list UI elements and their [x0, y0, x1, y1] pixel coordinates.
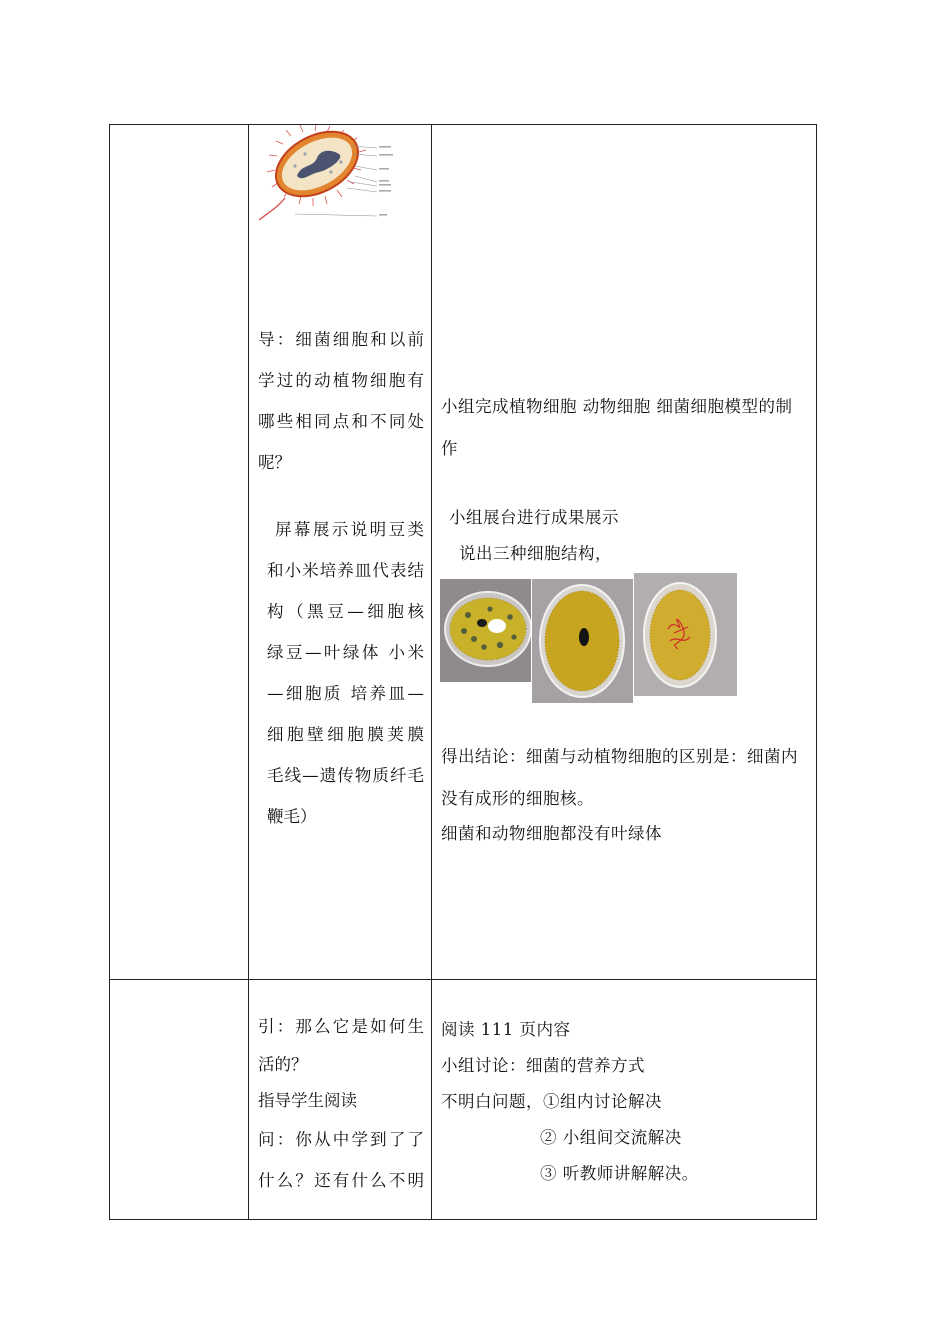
conclusion-line: 细菌和动物细胞都没有叶绿体 [441, 824, 662, 843]
reading-guide-line: 引：那么它是如何生 [258, 1017, 424, 1036]
screen-line: 构（黑豆—细胞核 [267, 602, 424, 621]
screen-line: 屏幕展示说明豆类 [275, 520, 424, 539]
table-top-border [109, 124, 817, 125]
table-bottom-border [109, 1219, 817, 1220]
reading-guide-line: 指导学生阅读 [258, 1091, 357, 1110]
table-left-border [109, 124, 110, 1220]
question-step-3: ③ 听教师讲解解决。 [540, 1164, 699, 1183]
display-text: 小组展台进行成果展示 [449, 508, 619, 527]
screen-line: —细胞质 培养皿— [267, 684, 424, 703]
column-divider-1 [248, 124, 249, 1220]
reading-guide-line: 什么？还有什么不明 [258, 1171, 424, 1190]
guide-question [258, 319, 424, 483]
table-right-border [816, 124, 817, 1220]
guide-line: 学过的动植物细胞有 [258, 371, 424, 390]
screen-line: 和小米培养皿代表结 [267, 561, 424, 580]
screen-line: 绿豆—叶绿体 小米 [267, 643, 424, 662]
animal-cell-model-photo [532, 579, 633, 703]
screen-line: 细胞壁细胞膜荚膜 [267, 725, 424, 744]
discuss-text: 小组讨论：细菌的营养方式 [441, 1056, 645, 1075]
task-line: 小组完成植物细胞 动物细胞 细菌细胞模型的制 [441, 397, 793, 416]
reading-guide-line: 活的？ [258, 1055, 308, 1074]
bacteria-cell-model-photo [634, 573, 737, 696]
read-text: 阅读 111 页内容 [441, 1020, 571, 1039]
row-divider [109, 979, 817, 980]
screen-line: 毛线—遗传物质纤毛 [267, 766, 424, 785]
say-text: 说出三种细胞结构， [459, 544, 612, 563]
guide-line: 呢？ [258, 453, 291, 472]
reading-guide-line: 问：你从中学到了了 [258, 1130, 424, 1149]
column-divider-2 [431, 124, 432, 1220]
reading-guide [258, 1006, 424, 1201]
guide-line: 导：细菌细胞和以前 [258, 330, 424, 349]
screen-explanation [258, 509, 424, 837]
bacterium-diagram [255, 124, 405, 229]
guide-line: 哪些相同点和不同处 [258, 412, 424, 431]
question-step-1: 不明白问题，①组内讨论解决 [441, 1092, 662, 1111]
screen-line: 鞭毛） [267, 807, 317, 826]
task-line: 作 [441, 439, 458, 458]
question-step-2: ② 小组间交流解决 [540, 1128, 682, 1147]
conclusion-line: 得出结论：细菌与动植物细胞的区别是：细菌内 [441, 747, 798, 766]
conclusion-line: 没有成形的细胞核。 [441, 789, 594, 808]
plant-cell-model-photo [440, 579, 531, 682]
